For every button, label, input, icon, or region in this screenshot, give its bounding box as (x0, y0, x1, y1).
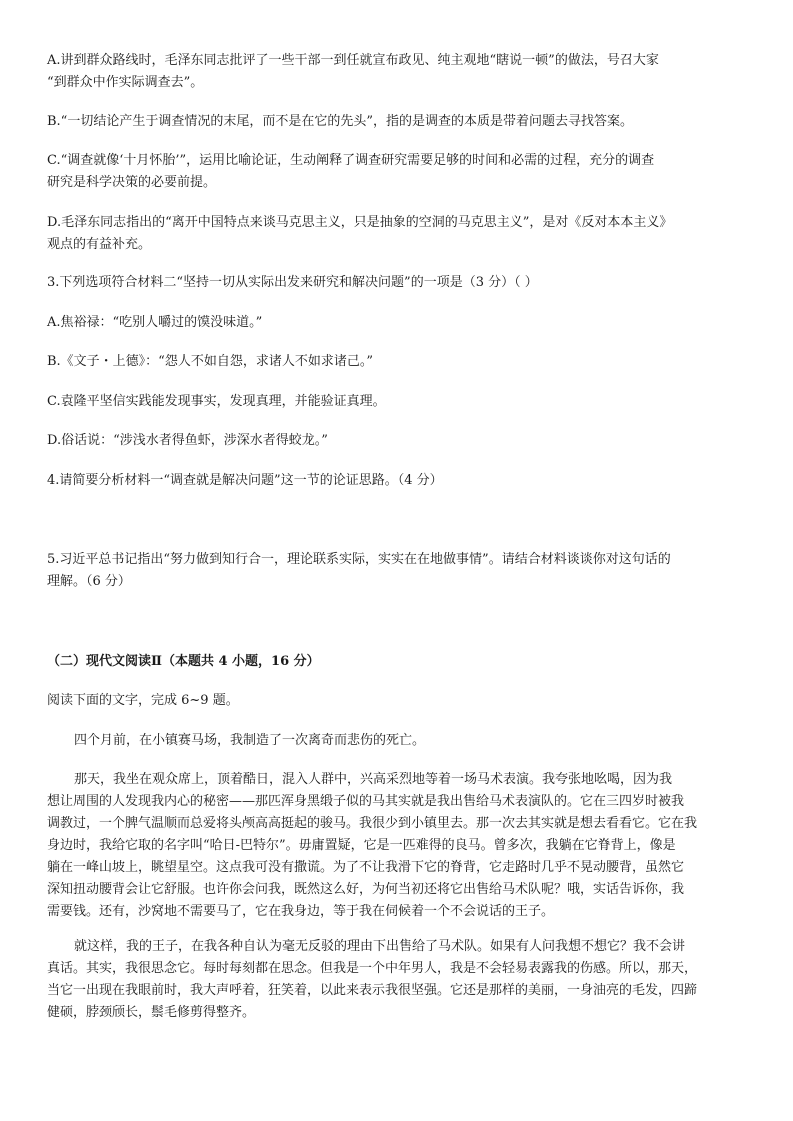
q2-option-c (47, 150, 752, 194)
text-line: 阅读下面的文字，完成 6~9 题。 (47, 693, 239, 708)
q5-question (47, 549, 752, 593)
text-line: 那天，我坐在观众席上，顶着酷日，混入人群中，兴高采烈地等着一场马术表演。我夸张地吆喝，因为我 (74, 772, 673, 787)
text-line: D.俗话说：“涉浅水者得鱼虾，涉深水者得蛟龙。” (47, 433, 328, 448)
text-line: 4.请简要分析材料一“调查就是解决问题”这一节的论证思路。（4 分） (47, 473, 443, 488)
paragraph-3 (47, 936, 752, 1024)
text-line: 深知扭动腰背会让它舒服。也许你会问我，既然这么好，为何当初还将它出售给马术队呢？哦，实话告诉你，我 (47, 882, 685, 897)
text-line: 想让周围的人发现我内心的秘密——那匹浑身黑缎子似的马其实就是我出售给马术表演队的。它在三四岁时被我 (47, 794, 685, 809)
section-instruction (47, 690, 752, 712)
text-line: B.“一切结论产生于调查情况的末尾，而不是在它的先头”，指的是调查的本质是带着问题去寻找答案。 (47, 114, 633, 129)
q3-option-a (47, 312, 752, 334)
text-line: B.《文子・上德》：“怨人不如自怨，求诸人不如求诸己。” (47, 354, 373, 369)
q2-option-b (47, 111, 752, 133)
text-line: （二）现代文阅读Ⅱ（本题共 4 小题，16 分） (47, 654, 320, 669)
text-line: 调教过，一个脾气温顺而总爱将头颅高高挺起的骏马。我很少到小镇里去。那一次去其实就是想去看看它。它在我 (47, 816, 698, 831)
section-heading (47, 651, 752, 673)
text-line: A.焦裕禄：“吃别人嚼过的馍没味道。” (47, 315, 263, 330)
paragraph-2 (47, 769, 752, 923)
q3-option-c (47, 391, 752, 413)
text-line: C.袁隆平坚信实践能发现事实，发现真理，并能验证真理。 (47, 394, 386, 409)
text-line: 理解。（6 分） (47, 574, 131, 589)
paragraph-1 (47, 730, 752, 752)
text-line: A.讲到群众路线时，毛泽东同志批评了一些干部一到任就宣布政见、纯主观地“瞎说一顿”的做法，号召大家 (47, 53, 659, 68)
text-line: 就这样，我的王子，在我各种自认为毫无反驳的理由下出售给了马术队。如果有人问我想不想它？我不会讲 (74, 939, 686, 954)
q3-option-d (47, 430, 752, 452)
text-line: 需要钱。还有，沙窝地不需要马了，它在我身边，等于我在伺候着一个不会说话的王子。 (47, 904, 555, 919)
text-line: 四个月前，在小镇赛马场，我制造了一次离奇而悲伤的死亡。 (74, 733, 426, 748)
text-line: 健硕，脖颈颀长，鬃毛修剪得整齐。 (47, 1005, 256, 1020)
text-line: 身边时，我给它取的名字叫“哈日-巴特尔”。毋庸置疑，它是一匹难得的良马。曾多次，我躺在它脊背上，像是 (47, 838, 676, 853)
text-line: 当它一出现在我眼前时，我大声呼着，狂笑着，以此来表示我很坚强。它还是那样的美丽，一身油亮的毛发，四蹄 (47, 983, 698, 998)
text-line: C.“调查就像‘十月怀胎’”，运用比喻论证，生动阐释了调查研究需要足够的时间和必需的过程，充分的调查 (47, 153, 655, 168)
text-line: 观点的有益补充。 (47, 237, 152, 252)
text-line: 5.习近平总书记指出“努力做到知行合一，理论联系实际，实实在在地做事情”。请结合材料谈谈你对这句话的 (47, 552, 671, 567)
q3-stem (47, 272, 752, 294)
text-line: 3.下列选项符合材料二“坚持一切从实际出发来研究和解决问题”的一项是（3 分）（ ） (47, 275, 538, 290)
text-line: D.毛泽东同志指出的“离开中国特点来谈马克思主义，只是抽象的空洞的马克思主义”，是对《反对本本主义》 (47, 215, 673, 230)
q2-option-a (47, 50, 752, 94)
text-line: “到群众中作实际调查去”。 (47, 75, 204, 90)
q4-question (47, 470, 752, 492)
text-line: 真话。其实，我很思念它。每时每刻都在思念。但我是一个中年男人，我是不会轻易表露我的伤感。所以，那天， (47, 961, 698, 976)
q3-option-b (47, 351, 752, 373)
q2-option-d (47, 212, 752, 256)
text-line: 躺在一峰山坡上，眺望星空。这点我可没有撒谎。为了不让我滑下它的脊背，它走路时几乎不晃动腰背，虽然它 (47, 860, 685, 875)
text-line: 研究是科学决策的必要前提。 (47, 175, 217, 190)
